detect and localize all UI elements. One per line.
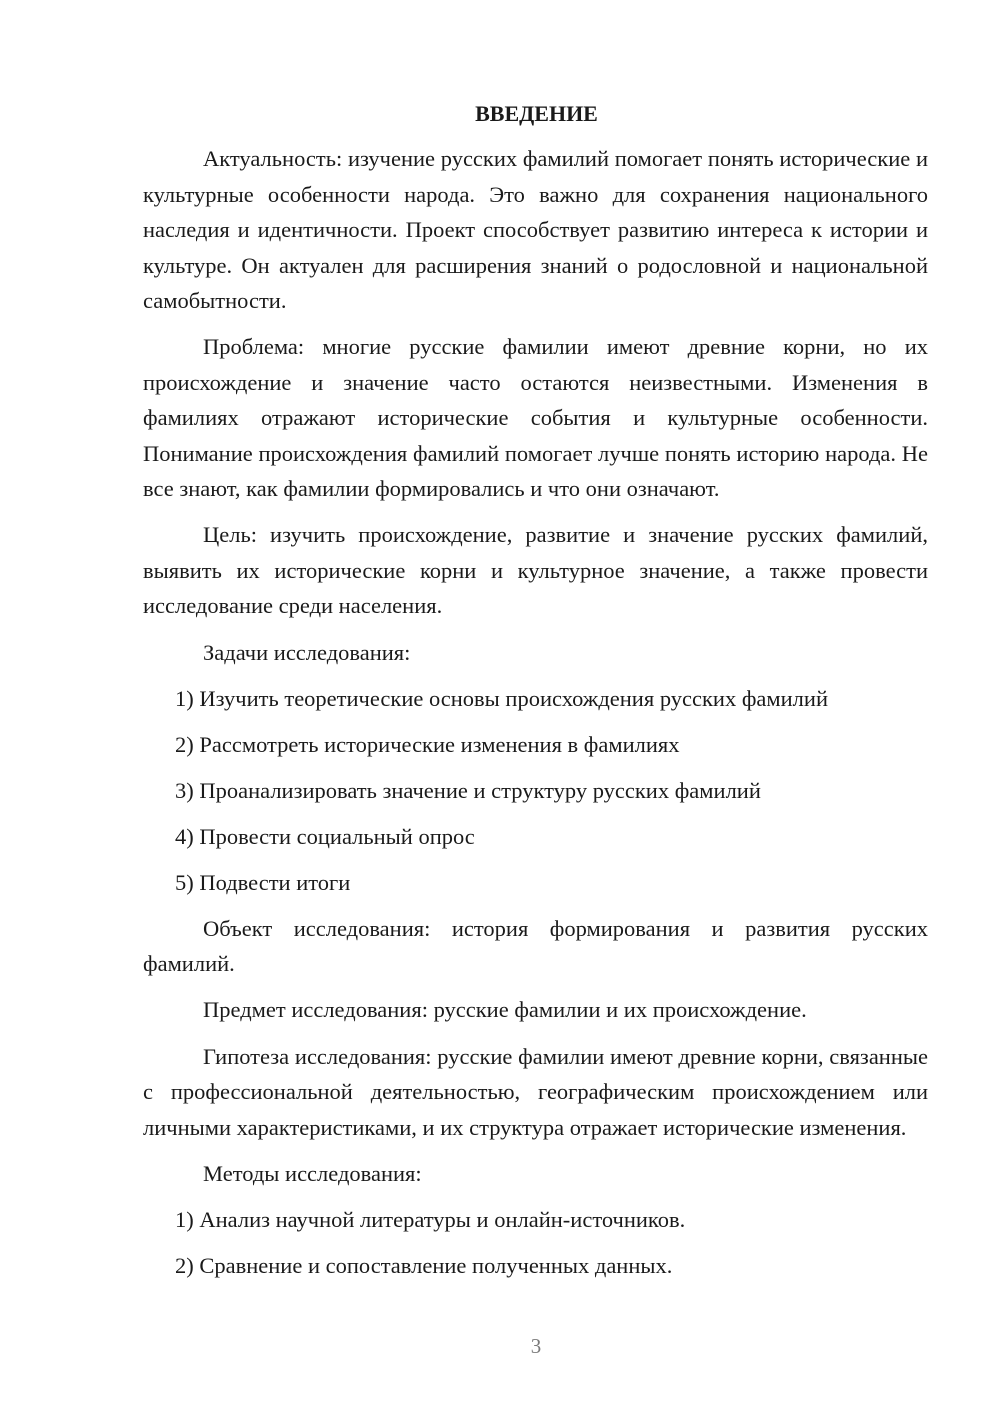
tasks-heading: Задачи исследования: [203,639,411,665]
list-item: 3) Проанализировать значение и структуру русских фамилий [175,777,761,803]
goal-paragraph: Цель: изучить происхождение, развитие и значение русских фамилий, выявить их исторические корни и культурное значение, а также провести исследование среди населения. [143,522,928,619]
relevance-paragraph: Актуальность: изучение русских фамилий помогает понять исторические и культурные особенности народа. Это важно для сохранения национального наследия и идентичности. Проект способствует развитию интереса к истории и культуре. Он актуален для расширения знаний о родословной и национальной самобытности. [143,146,928,314]
object-paragraph: Объект исследования: история формирования и развития русских фамилий. [143,915,928,977]
list-item: 2) Сравнение и сопоставление полученных данных. [175,1253,673,1279]
list-item: 5) Подвести итоги [175,869,351,895]
tasks-list [143,681,928,900]
subject-paragraph: Предмет исследования: русские фамилии и их происхождение. [203,997,807,1023]
list-item: 1) Изучить теоретические основы происхождения русских фамилий [175,686,828,712]
hypothesis-paragraph: Гипотеза исследования: русские фамилии имеют древние корни, связанные с профессиональной деятельностью, географическим происхождением или личными характеристиками, и их структура отражает исторические изменения. [143,1043,928,1140]
list-item: 1) Анализ научной литературы и онлайн-источников. [175,1207,686,1233]
list-item: 4) Провести социальный опрос [175,823,475,849]
methods-heading: Методы исследования: [203,1161,422,1187]
list-item: 2) Рассмотреть исторические изменения в фамилиях [175,732,680,757]
page-content [143,96,928,1294]
problem-paragraph: Проблема: многие русские фамилии имеют древние корни, но их происхождение и значение часто остаются неизвестными. Изменения в фамилиях отражают исторические события и культурные особенности. Понимание происхождения фамилий помогает лучше понять историю народа. Не все знают, как фамилии формировались и что они означают. [143,334,928,502]
section-title: ВВЕДЕНИЕ [475,101,598,126]
page-number: 3 [530,1334,542,1358]
methods-list [143,1202,928,1283]
